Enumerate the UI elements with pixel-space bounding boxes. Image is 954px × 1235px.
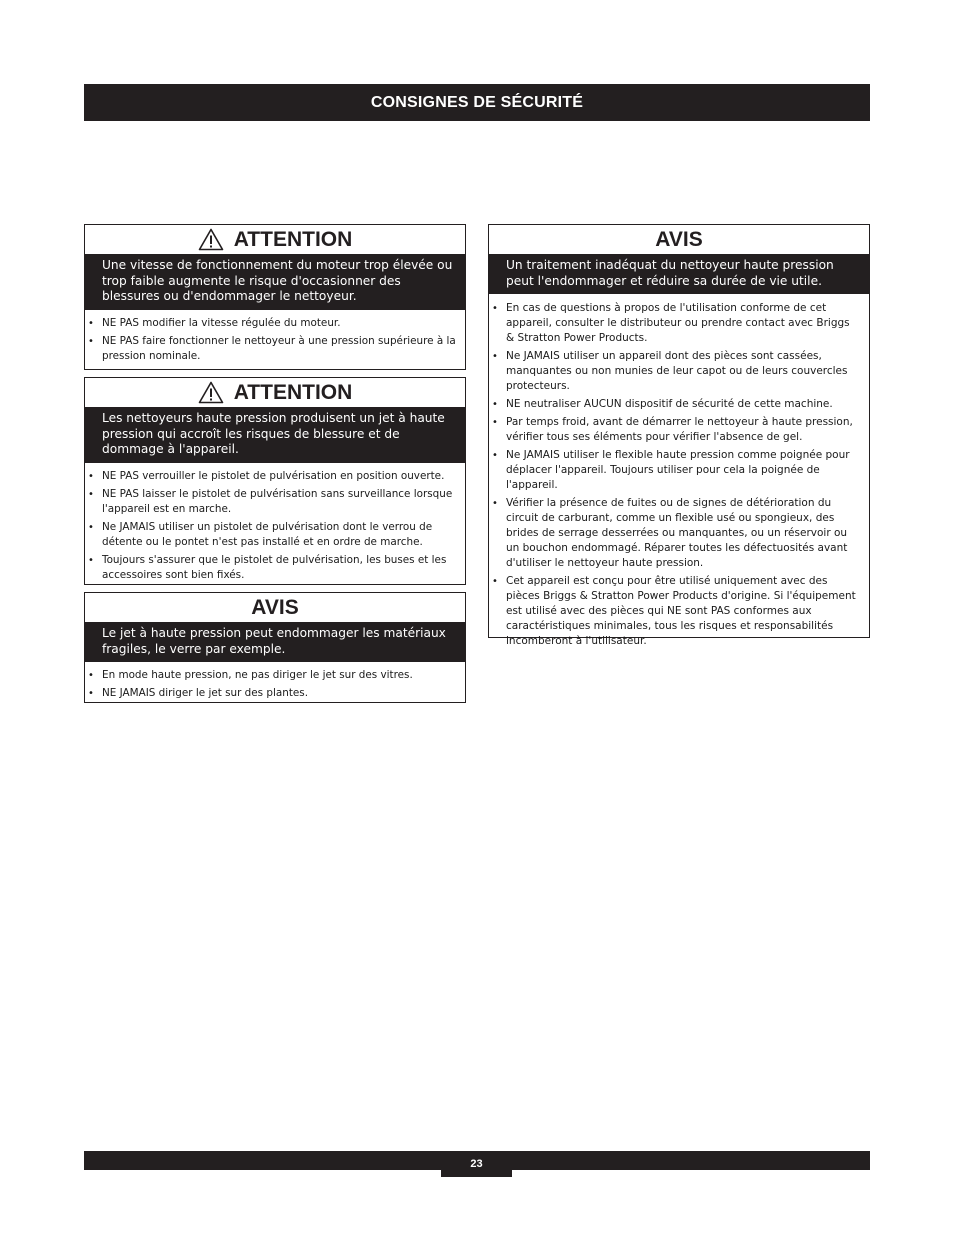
list-item: • Par temps froid, avant de démarrer le nettoyeur à haute pression, vérifier tous ses éléments pour vérifier l'absence de gel. (506, 415, 861, 445)
box-title: ATTENTION (233, 380, 353, 404)
page-number: 23 (441, 1151, 512, 1177)
attention-box-engine-speed (84, 224, 466, 370)
list-item: • Toujours s'assurer que le pistolet de pulvérisation, les buses et les accessoires sont bien fixés. (102, 553, 457, 583)
list-item: • Ne JAMAIS utiliser un appareil dont des pièces sont cassées, manquantes ou non munies de leur capot ou de leurs couvercles protecteurs. (506, 349, 861, 394)
attention-box-spray-gun (84, 377, 466, 585)
list-item: • En cas de questions à propos de l'utilisation conforme de cet appareil, consulter le distributeur ou prendre contact avec Briggs & Stratton Power Products. (506, 301, 861, 346)
list-item: • Cet appareil est conçu pour être utilisé uniquement avec des pièces Briggs & Stratton Power Products d'origine. Si l'équipement est utilisé avec des pièces qui NE sont PAS conformes aux caractéristiques minimales, tous les risques et responsabilités incomberont à l'utilisateur. (506, 574, 861, 649)
box-lead-text: Le jet à haute pression peut endommager les matériaux fragiles, le verre par exemple. (85, 622, 465, 662)
list-item: • NE PAS modifier la vitesse régulée du moteur. (102, 316, 457, 331)
list-item: • NE PAS faire fonctionner le nettoyeur à une pression supérieure à la pression nominale. (102, 334, 457, 364)
list-item: • Ne JAMAIS utiliser un pistolet de pulvérisation dont le verrou de détente ou le pontet n'est pas installé et en ordre de marche. (102, 520, 457, 550)
list-item: • NE neutraliser AUCUN dispositif de sécurité de cette machine. (506, 397, 861, 412)
bullet-list (85, 662, 465, 708)
list-item: • NE JAMAIS diriger le jet sur des plantes. (102, 686, 457, 701)
bullet-list (85, 310, 465, 371)
box-title: ATTENTION (233, 227, 353, 251)
box-title-row (85, 378, 465, 407)
avis-box-fragile-materials (84, 592, 466, 703)
box-lead-text: Une vitesse de fonctionnement du moteur trop élevée ou trop faible augmente le risque d'occasionner des blessures ou d'endommager le nettoyeur. (85, 254, 465, 310)
box-title: AVIS (655, 227, 703, 251)
box-title: AVIS (251, 595, 299, 619)
list-item: • NE PAS verrouiller le pistolet de pulvérisation en position ouverte. (102, 469, 457, 484)
box-title-row (85, 225, 465, 254)
section-header-bar (84, 84, 870, 121)
box-title-row (85, 593, 465, 622)
box-lead-text: Un traitement inadéquat du nettoyeur haute pression peut l'endommager et réduire sa durée de vie utile. (489, 254, 869, 294)
warning-triangle-icon (198, 228, 224, 251)
box-title-row (489, 225, 869, 254)
bullet-list (85, 463, 465, 590)
warning-triangle-icon (198, 381, 224, 404)
bullet-list (489, 294, 869, 656)
avis-box-improper-handling (488, 224, 870, 647)
list-item: • En mode haute pression, ne pas diriger le jet sur des vitres. (102, 668, 457, 683)
page-title: CONSIGNES DE SÉCURITÉ (370, 93, 584, 111)
list-item: • Vérifier la présence de fuites ou de signes de détérioration du circuit de carburant, comme un flexible usé ou spongieux, des brides de serrage desserrées ou manquantes, ou un réservoir ou un bouchon endommagé. Réparer toutes les défectuosités avant d'utiliser le nettoyeur haute pression. (506, 496, 861, 571)
list-item: • Ne JAMAIS utiliser le flexible haute pression comme poignée pour déplacer l'appareil. Toujours utiliser pour cela la poignée de l'appareil. (506, 448, 861, 493)
list-item: • NE PAS laisser le pistolet de pulvérisation sans surveillance lorsque l'appareil est en marche. (102, 487, 457, 517)
box-lead-text: Les nettoyeurs haute pression produisent un jet à haute pression qui accroît les risques de blessure et de dommage à l'appareil. (85, 407, 465, 463)
